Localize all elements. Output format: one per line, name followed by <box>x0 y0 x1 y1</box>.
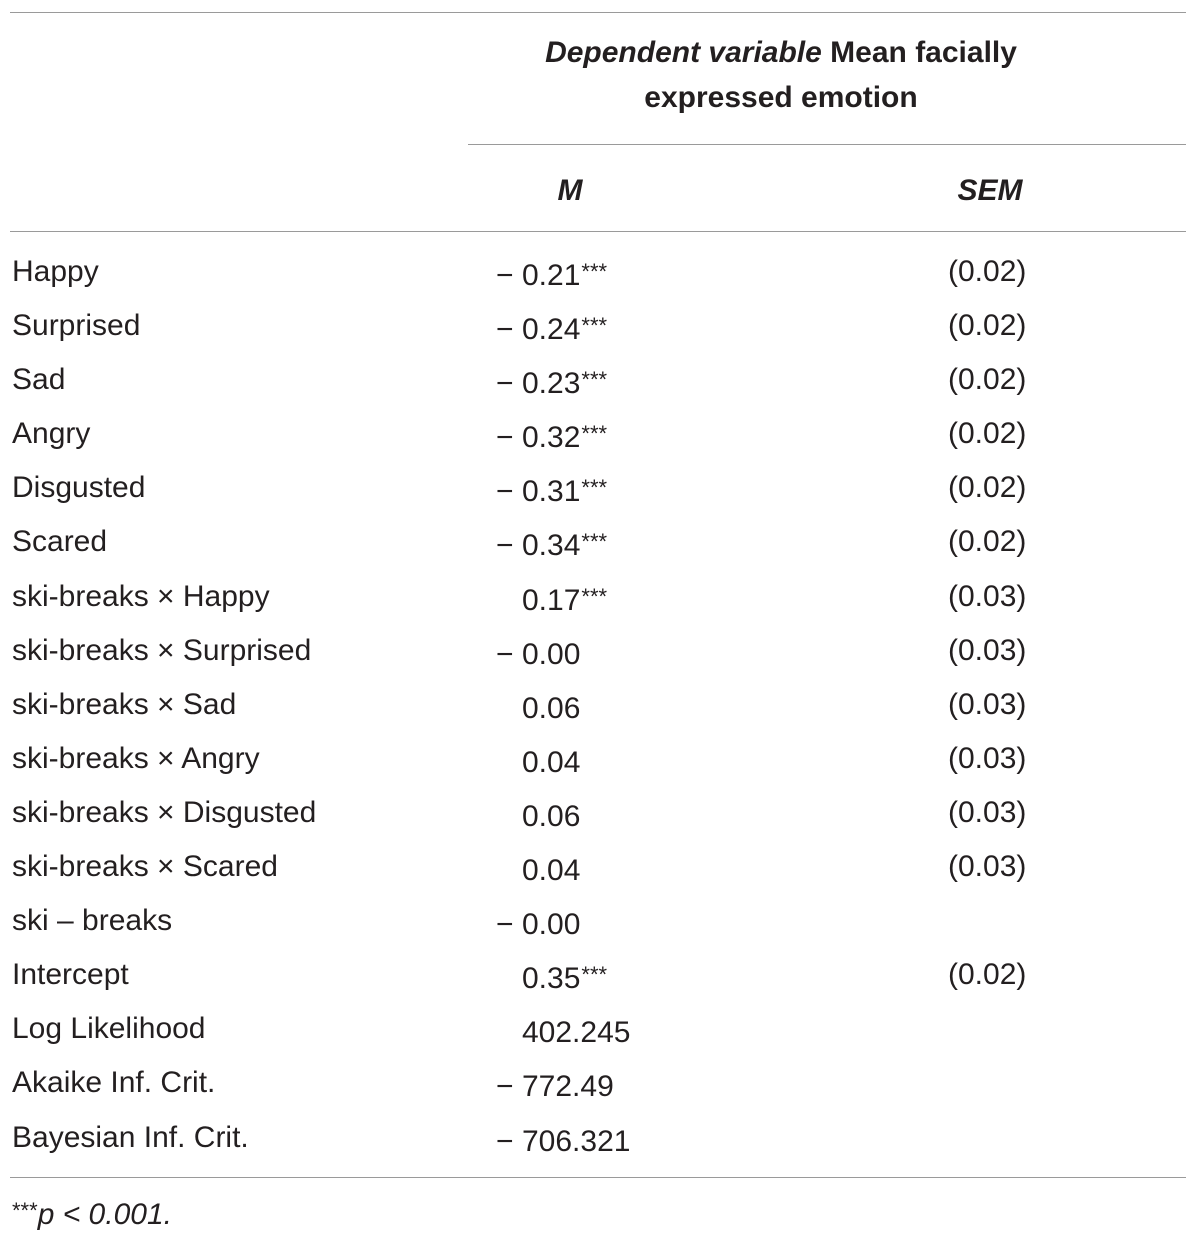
sem-value: (0.03) <box>948 741 1027 775</box>
header-bottom-rule <box>10 231 1186 232</box>
column-header-m: M <box>557 174 583 207</box>
m-value <box>496 678 581 736</box>
sem-value: (0.03) <box>948 633 1027 667</box>
m-value <box>496 1056 615 1114</box>
m-number: 402.245 <box>522 1016 631 1050</box>
footnote <box>12 1188 172 1237</box>
m-value <box>496 299 607 357</box>
sem-value: (0.02) <box>948 363 1027 397</box>
table-row <box>0 948 1200 1002</box>
row-label: Akaike Inf. Crit. <box>12 1066 216 1100</box>
sem-value: (0.02) <box>948 471 1027 505</box>
table-row <box>0 1056 1200 1110</box>
m-value <box>496 624 581 682</box>
sem-value: (0.03) <box>948 687 1027 721</box>
sign: − <box>496 908 514 942</box>
row-label: Angry <box>12 417 91 451</box>
sign: − <box>496 637 514 671</box>
row-label: Happy <box>12 255 99 288</box>
sign: − <box>496 259 514 292</box>
table-row <box>0 407 1200 461</box>
m-number: 0.04 <box>522 854 581 888</box>
sign: − <box>496 1124 514 1158</box>
m-value <box>496 515 607 573</box>
table-row <box>0 245 1200 299</box>
row-label: ski-breaks × Disgusted <box>12 795 317 829</box>
sem-value: (0.02) <box>948 255 1027 288</box>
m-value <box>496 840 581 898</box>
significance-stars: *** <box>581 583 608 609</box>
m-number: 0.21 <box>522 259 581 292</box>
header-span-rule <box>468 144 1186 145</box>
significance-stars: *** <box>581 313 608 339</box>
sem-value: (0.03) <box>948 579 1027 613</box>
row-label: Disgusted <box>12 471 146 505</box>
m-number: 0.00 <box>522 908 581 942</box>
m-number: 0.32 <box>522 421 581 455</box>
sem-value: (0.02) <box>948 958 1027 992</box>
row-label: ski-breaks × Angry <box>12 741 260 775</box>
significance-stars: *** <box>581 367 608 393</box>
m-value <box>496 732 581 790</box>
m-value <box>496 894 581 952</box>
dependent-variable-name: Mean facially expressed emotion <box>644 36 1017 114</box>
table-row <box>0 894 1200 948</box>
m-number: 0.23 <box>522 367 581 401</box>
table-row <box>0 353 1200 407</box>
m-number: 0.31 <box>522 475 581 509</box>
column-header-sem: SEM <box>957 174 1023 207</box>
sem-value: (0.02) <box>948 417 1027 451</box>
row-label: Surprised <box>12 309 141 343</box>
m-number: 0.24 <box>522 313 581 347</box>
m-value <box>496 948 607 1006</box>
sem-value: (0.02) <box>948 309 1027 343</box>
footnote-stars: *** <box>12 1198 38 1223</box>
table-row <box>0 570 1200 624</box>
significance-stars: *** <box>581 475 608 501</box>
table-row <box>0 678 1200 732</box>
m-number: 772.49 <box>522 1070 614 1104</box>
significance-stars: *** <box>581 421 608 447</box>
m-value <box>496 407 607 465</box>
m-value <box>496 570 607 628</box>
row-label: ski – breaks <box>12 904 173 938</box>
m-value <box>496 1002 631 1060</box>
significance-stars: *** <box>581 962 608 988</box>
sign: − <box>496 529 514 563</box>
significance-stars: *** <box>581 529 608 555</box>
table-row <box>0 515 1200 569</box>
sign: − <box>496 475 514 509</box>
table-row <box>0 299 1200 353</box>
row-label: Scared <box>12 525 108 559</box>
table-row <box>0 461 1200 515</box>
m-number: 0.17 <box>522 583 581 617</box>
m-value <box>496 461 607 519</box>
top-rule <box>10 12 1186 13</box>
m-number: 0.34 <box>522 529 581 563</box>
m-number: 0.35 <box>522 962 581 996</box>
sign: − <box>496 421 514 455</box>
table-row <box>0 840 1200 894</box>
sem-value: (0.02) <box>948 525 1027 559</box>
row-label: ski-breaks × Happy <box>12 579 270 613</box>
m-number: 0.06 <box>522 691 581 725</box>
table-body <box>0 245 1200 1165</box>
sign: − <box>496 1070 514 1104</box>
significance-stars: *** <box>581 259 608 284</box>
row-label: ski-breaks × Scared <box>12 850 278 884</box>
m-number: 0.00 <box>522 637 581 671</box>
footnote-text: p < 0.001. <box>37 1198 172 1231</box>
m-value <box>496 1111 631 1169</box>
table-row <box>0 732 1200 786</box>
table-row <box>0 624 1200 678</box>
bottom-rule <box>10 1177 1186 1178</box>
row-label: Bayesian Inf. Crit. <box>12 1120 249 1154</box>
row-label: ski-breaks × Surprised <box>12 633 312 667</box>
row-label: Log Likelihood <box>12 1012 206 1046</box>
m-value <box>496 245 607 303</box>
row-label: Intercept <box>12 958 129 992</box>
table-row <box>0 1111 1200 1165</box>
m-number: 0.04 <box>522 745 581 779</box>
sign: − <box>496 313 514 347</box>
m-value <box>496 353 607 411</box>
dependent-variable-label: Dependent variable <box>545 36 822 69</box>
sem-value: (0.03) <box>948 795 1027 829</box>
sign: − <box>496 367 514 401</box>
dependent-variable-header <box>468 30 1094 120</box>
row-label: ski-breaks × Sad <box>12 687 237 721</box>
m-number: 0.06 <box>522 799 581 833</box>
sem-value: (0.03) <box>948 850 1027 884</box>
row-label: Sad <box>12 363 66 397</box>
table-row <box>0 1002 1200 1056</box>
m-number: 706.321 <box>522 1124 631 1158</box>
m-value <box>496 786 581 844</box>
table-row <box>0 786 1200 840</box>
